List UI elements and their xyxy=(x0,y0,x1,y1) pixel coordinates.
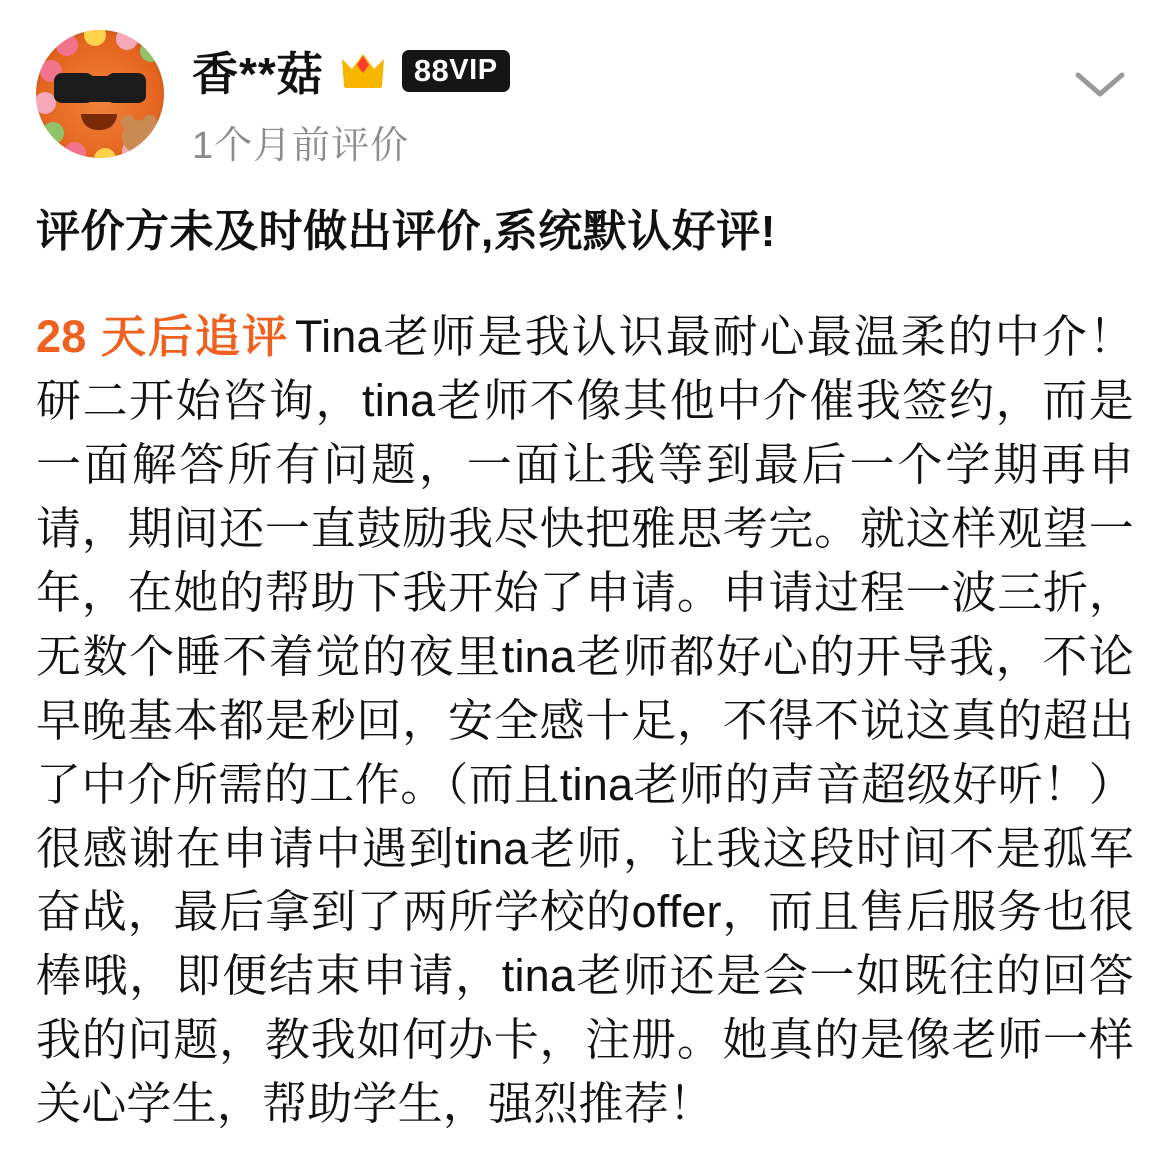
chevron-down-icon[interactable] xyxy=(1072,66,1128,102)
user-info-block xyxy=(192,30,1134,169)
append-review-block xyxy=(36,305,1134,1136)
vip-badge-word: VIP xyxy=(449,53,498,86)
append-review-text: Tina老师是我认识最耐心最温柔的中介！研二开始咨询，tina老师不像其他中介催我签约，而是一面解答所有问题，一面让我等到最后一个学期再申请，期间还一直鼓励我尽快把雅思考完。就这样观望一年，在她的帮助下我开始了申请。申请过程一波三折，无数个睡不着觉的夜里tina老师都好心的开导我，不论早晚基本都是秒回，安全感十足，不得不说这真的超出了中介所需的工作。（而且tina老师的声音超级好听！）很感谢在申请中遇到tina老师，让我这段时间不是孤军奋战，最后拿到了两所学校的offer，而且售后服务也很棒哦，即便结束申请，tina老师还是会一如既往的回答我的问题，教我如何办卡，注册。她真的是像老师一样关心学生，帮助学生，强烈推荐！ xyxy=(36,311,1134,1130)
username-row xyxy=(192,42,1134,100)
sunglasses-icon xyxy=(54,76,146,102)
vip-badge xyxy=(402,50,510,92)
vip-badge-number: 88 xyxy=(413,52,450,88)
crown-icon xyxy=(340,51,386,91)
username: 香**菇 xyxy=(192,48,324,100)
review-header xyxy=(36,30,1134,170)
first-comment-text: 评价方未及时做出评价,系统默认好评! xyxy=(36,207,776,256)
review-timestamp: 1个月前评价 xyxy=(192,125,410,167)
bear-sticker-icon xyxy=(122,120,156,154)
append-review-label: 28 天后追评 xyxy=(36,311,290,363)
avatar[interactable] xyxy=(36,30,164,158)
